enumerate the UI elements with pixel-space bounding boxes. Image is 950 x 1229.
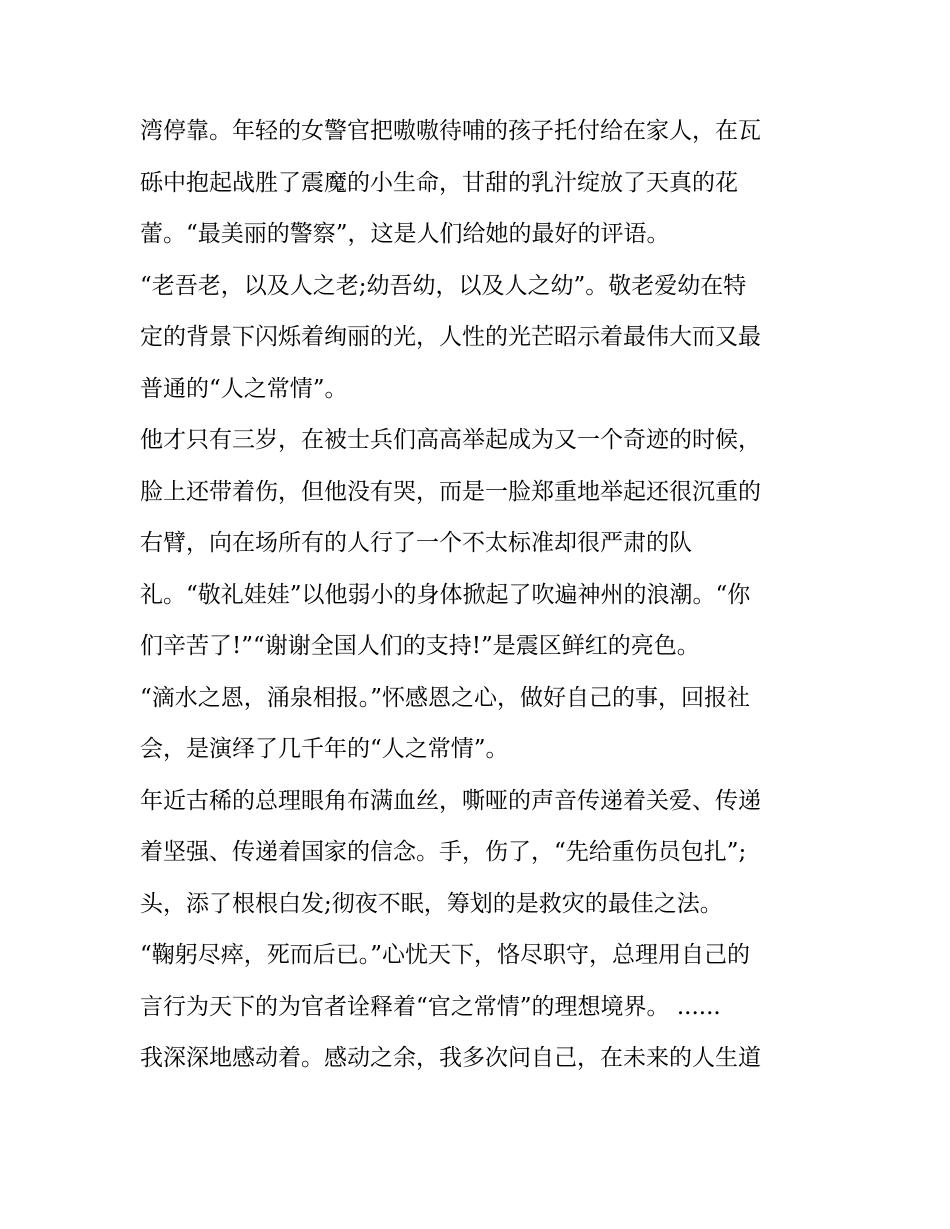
essay-text	[140, 106, 830, 1085]
text-line: 言行为天下的为官者诠释着“官之常情”的理想境界。 ......	[140, 993, 721, 1020]
text-line: 们辛苦了!”“谢谢全国人们的支持!”是震区鲜红的亮色。	[140, 633, 700, 659]
text-line: 我深深地感动着。感动之余，我多次问自己，在未来的人生道	[140, 1045, 761, 1071]
text-line: “滴水之恩，涌泉相报。”怀感恩之心，做好自己的事，回报社	[140, 684, 751, 711]
text-line: 脸上还带着伤，但他没有哭，而是一脸郑重地举起还很沉重的	[140, 478, 761, 505]
text-line: 定的背景下闪烁着绚丽的光，人性的光芒昭示着最伟大而又最	[140, 324, 761, 350]
text-line: 蕾。“最美丽的警察”，这是人们给她的最好的评语。	[140, 221, 670, 247]
text-line: “鞠躬尽瘁，死而后已。”心忧天下，恪尽职守，总理用自己的	[140, 942, 751, 968]
text-line: 年近古稀的总理眼角布满血丝，嘶哑的声音传递着关爱、传递	[140, 787, 761, 814]
text-line: 湾停靠。年轻的女警官把嗷嗷待哺的孩子托付给在家人，在瓦	[140, 118, 761, 144]
text-line: 礼。“敬礼娃娃”以他弱小的身体掀起了吹遍神州的浪潮。“你	[140, 581, 751, 608]
text-line: 头，添了根根白发;彻夜不眠，筹划的是救灾的最佳之法。	[140, 890, 723, 917]
text-line: 普通的“人之常情”。	[140, 375, 348, 402]
text-line: 砾中抱起战胜了震魔的小生命，甘甜的乳汁绽放了天真的花	[140, 169, 738, 196]
text-line: 他才只有三岁，在被士兵们高高举起成为又一个奇迹的时候，	[140, 427, 761, 453]
text-line: 着坚强、传递着国家的信念。手，伤了，“先给重伤员包扎”;	[140, 839, 747, 865]
text-line: “老吾老，以及人之老;幼吾幼，以及人之幼”。敬老爱幼在特	[140, 272, 747, 299]
text-line: 右臂，向在场所有的人行了一个不太标准却很严肃的队	[140, 530, 692, 556]
text-line: 会，是演绎了几千年的“人之常情”。	[140, 736, 509, 762]
